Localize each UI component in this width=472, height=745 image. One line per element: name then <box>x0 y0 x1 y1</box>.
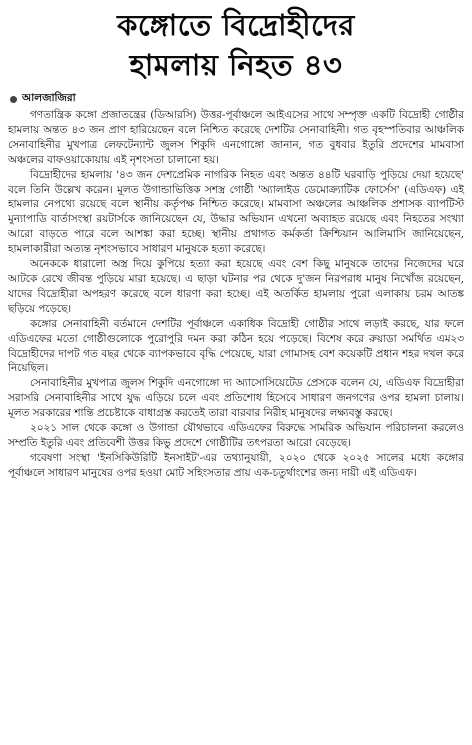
source-name: আলজাজিরা <box>22 91 76 104</box>
article-body <box>8 108 464 481</box>
paragraph: গণতান্ত্রিক কঙ্গো প্রজাতন্ত্রের (ডিআরসি) উত্তর-পূর্বাঞ্চলে আইএসের সাথে সম্পৃক্ত একটি বিদ্রোহী গোষ্ঠীর হামলায় অন্তত ৪৩ জন প্রাণ হারিয়েছেন বলে নিশ্চিত করেছে দেশটির সেনাবাহিনী। গত বৃহস্পতিবার আঞ্চলিক সেনাবাহিনীর মুখপাত্র লেফটেন্যান্ট জুলস শিকুদি এনগোঙ্গো জানান, গত বুধবার ইতুরি প্রদেশের মামবাসা অঞ্চলের বাফওয়াকোয়ায় এই নৃশংসতা চালানো হয়। <box>8 109 464 166</box>
article-headline <box>8 6 464 84</box>
bullet-icon <box>10 96 17 103</box>
paragraph: গবেষণা সংস্থা 'ইনসিকিউরিটি ইনসাইট'-এর তথ্যানুযায়ী, ২০২০ থেকে ২০২৫ সালের মধ্যে কঙ্গোর পূর্বাঞ্চলে সাধারণ মানুষের ওপর হওয়া মোট সহিংসতার প্রায় এক-চতুর্থাংশের জন্য দায়ী এই এডিএফ। <box>8 451 464 479</box>
paragraph: বিদ্রোহীদের হামলায় '৪৩ জন দেশপ্রেমিক নাগরিক নিহত এবং অন্তত ৪৪টি ঘরবাড়ি পুড়িয়ে দেয়া হয়েছে' বলে তিনি উল্লেখ করেন। মূলত উগান্ডাভিত্তিক সশস্ত্র গোষ্ঠী 'অ্যালাইড ডেমোক্র্যাটিক ফোর্সেস' (এডিএফ) এই হামলার নেপথ্যে রয়েছে বলে স্থানীয় কর্তৃপক্ষ নিশ্চিত করেছে। মামবাসা অঞ্চলের আঞ্চলিক প্রশাসক ব্যাপটিস্ট মুন্যাপাডি বার্তাসংস্থা রয়টার্সকে জানিয়েছেন যে, উদ্ধার অভিযান এখনো অব্যাহত রয়েছে এবং নিহতের সংখ্যা আরো বাড়তে পারে বলে আশঙ্কা করা হচ্ছে। স্থানীয় প্রথাগত কর্মকর্তা ক্রিশ্চিয়ান আলিমাসি জানিয়েছেন, হামলাকারীরা অত্যন্ত নৃশংসভাবে সাধারণ মানুষকে হত্যা করেছে। <box>8 168 464 256</box>
headline-line-2: হামলায় নিহত ৪৩ <box>129 48 343 82</box>
paragraph: সেনাবাহিনীর মুখপাত্র জুলস শিকুদি এনগোঙ্গো দ্য অ্যাসোসিয়েটেড প্রেসকে বলেন যে, এডিএফ বিদ্রোহীরা সরাসরি সেনাবাহিনীর সাথে যুদ্ধ এড়িয়ে চলে এবং প্রতিশোধ হিসেবে সাধারণ জনগণের ওপর হামলা চালায়। মূলত সরকারের শান্তি প্রচেষ্টাকে বাধাগ্রস্ত করতেই তারা বারবার নিরীহ মানুষদের লক্ষ্যবস্তু করছে। <box>8 377 464 420</box>
paragraph: ২০২১ সাল থেকে কঙ্গো ও উগান্ডা যৌথভাবে এডিএফের বিরুদ্ধে সামরিক অভিযান পরিচালনা করলেও সম্প্রতি ইতুরি এবং প্রতিবেশী উত্তর কিভু প্রদেশে গোষ্ঠীটির তৎপরতা আরো বেড়েছে। <box>8 422 464 449</box>
paragraph: অনেককে ধারালো অস্ত্র দিয়ে কুপিয়ে হত্যা করা হয়েছে এবং বেশ কিছু মানুষকে তাদের নিজেদের ঘরে আটকে রেখে জীবন্ত পুড়িয়ে মারা হয়েছে। এ ছাড়া ঘটনার পর থেকে দু'জন নিরপরাধ মানুষ নিখোঁজ রয়েছেন, যাদের বিদ্রোহীরা অপহরণ করেছে বলে ধারণা করা হচ্ছে। এই অতর্কিত হামলায় পুরো এলাকায় চরম আতঙ্ক ছড়িয়ে পড়েছে। <box>8 258 464 315</box>
byline <box>10 92 464 106</box>
headline-line-1: কঙ্গোতে বিদ্রোহীদের <box>117 8 355 42</box>
paragraph: কঙ্গোর সেনাবাহিনী বর্তমানে দেশটির পূর্বাঞ্চলে একাধিক বিদ্রোহী গোষ্ঠীর সাথে লড়াই করছে, যার ফলে এডিএফের মতো গোষ্ঠীগুলোকে পুরোপুরি দমন করা কঠিন হয়ে পড়েছে। বিশেষ করে রুয়াডা সমর্থিত এম২৩ বিদ্রোহীদের দাপট গত বছর থেকে ব্যাপকভাবে বৃদ্ধি পেয়েছে, যারা গোমাসহ বেশ কয়েকটি প্রধান শহর দখল করে নিয়েছিল। <box>8 317 464 375</box>
